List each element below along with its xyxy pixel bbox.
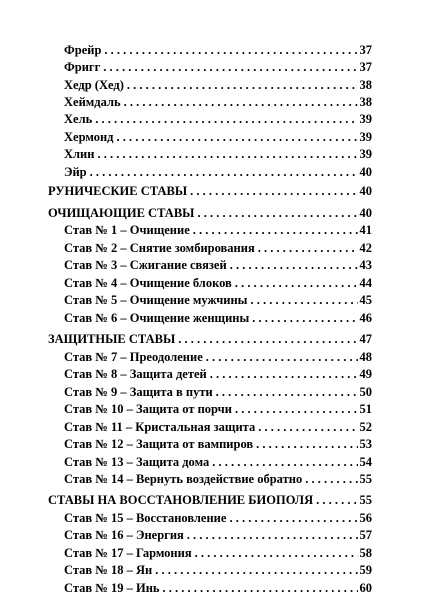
toc-entry-title: Хермонд (64, 130, 114, 144)
toc-page-number: 59 (359, 563, 372, 577)
dot-leader (256, 437, 357, 451)
toc-entry-title: Став № 5 – Очищение мужчины (64, 293, 248, 307)
toc-page-number: 53 (359, 437, 372, 451)
toc-page-number: 49 (359, 367, 372, 381)
dot-leader (316, 493, 357, 507)
toc-entry (0, 402, 372, 416)
toc-entry-title: Фрейр (64, 43, 102, 57)
toc-entry-title: Эйр (64, 165, 87, 179)
toc-page-number: 39 (359, 147, 372, 161)
toc-entry (0, 130, 372, 144)
toc-entry (0, 472, 372, 486)
dot-leader (216, 385, 358, 399)
toc-entry (0, 311, 372, 325)
toc-page-number: 37 (359, 43, 372, 57)
toc-entry-title: Став № 19 – Инь (64, 581, 160, 595)
toc-entry-title: Став № 6 – Очищение женщины (64, 311, 250, 325)
toc-entry-title: Став № 8 – Защита детей (64, 367, 207, 381)
dot-leader (127, 78, 358, 92)
toc-entry (0, 95, 372, 109)
toc-entry (0, 241, 372, 255)
toc-entry-title: Став № 14 – Вернуть воздействие обратно (64, 472, 303, 486)
toc-entry (0, 563, 372, 577)
toc-entry-title: Хеймдаль (64, 95, 121, 109)
toc-page-number: 40 (359, 206, 372, 220)
toc-entry-title: Фригг (64, 60, 101, 74)
toc-entry-title: Став № 12 – Защита от вампиров (64, 437, 254, 451)
toc-page-number: 55 (359, 472, 372, 486)
dot-leader (258, 420, 357, 434)
toc-entry (0, 546, 372, 560)
toc-entry (0, 293, 372, 307)
toc-entry-title: ОЧИЩАЮЩИЕ СТАВЫ (48, 206, 195, 220)
toc-page-number: 40 (359, 184, 372, 198)
toc-page-number: 42 (359, 241, 372, 255)
toc-page-number: 39 (359, 130, 372, 144)
toc-entry-title: СТАВЫ НА ВОССТАНОВЛЕНИЕ БИОПОЛЯ (48, 493, 314, 507)
toc-entry (0, 276, 372, 290)
toc-page-number: 54 (359, 455, 372, 469)
toc-entry (0, 455, 372, 469)
dot-leader (178, 332, 357, 346)
dot-leader (210, 367, 358, 381)
dot-leader (90, 165, 358, 179)
toc-entry (0, 385, 372, 399)
toc-entry (0, 60, 372, 74)
toc-page-number: 57 (359, 528, 372, 542)
toc-entry-title: Став № 3 – Сжигание связей (64, 258, 227, 272)
toc-page-number: 44 (359, 276, 372, 290)
toc-page-number: 45 (359, 293, 372, 307)
dot-leader (103, 60, 357, 74)
toc-entry-title: Став № 1 – Очищение (64, 223, 190, 237)
toc-section-heading (0, 493, 372, 507)
toc-section-heading (0, 332, 372, 346)
dot-leader (104, 43, 357, 57)
dot-leader (230, 258, 358, 272)
dot-leader (212, 455, 357, 469)
toc-entry (0, 511, 372, 525)
toc-page-number: 50 (359, 385, 372, 399)
toc-page-number: 48 (359, 350, 372, 364)
toc-section-heading (0, 206, 372, 220)
toc-entry-title: Став № 7 – Преодоление (64, 350, 203, 364)
toc-page-number: 51 (359, 402, 372, 416)
dot-leader (229, 511, 357, 525)
dot-leader (197, 206, 357, 220)
toc-entry-title: Став № 4 – Очищение блоков (64, 276, 232, 290)
toc-entry (0, 258, 372, 272)
toc-entry (0, 147, 372, 161)
dot-leader (235, 402, 358, 416)
toc-entry-title: Став № 17 – Гармония (64, 546, 192, 560)
toc-page-number: 56 (359, 511, 372, 525)
toc-page-number: 38 (359, 95, 372, 109)
toc-page-number: 46 (359, 311, 372, 325)
toc-entry (0, 420, 372, 434)
dot-leader (305, 472, 357, 486)
dot-leader (193, 223, 358, 237)
toc-entry (0, 78, 372, 92)
toc-page-number: 47 (359, 332, 372, 346)
toc-entry (0, 223, 372, 237)
dot-leader (95, 112, 357, 126)
toc-section-heading (0, 184, 372, 198)
dot-leader (116, 130, 357, 144)
dot-leader (258, 241, 358, 255)
toc-page-number: 55 (359, 493, 372, 507)
dot-leader (252, 311, 357, 325)
toc-entry-title: Став № 11 – Кристальная защита (64, 420, 256, 434)
dot-leader (187, 528, 358, 542)
dot-leader (190, 184, 357, 198)
toc-entry-title: Став № 16 – Энергия (64, 528, 184, 542)
toc-entry-title: ЗАЩИТНЫЕ СТАВЫ (48, 332, 176, 346)
toc-entry (0, 437, 372, 451)
toc-page-number: 58 (359, 546, 372, 560)
toc-entry-title: Став № 18 – Ян (64, 563, 153, 577)
dot-leader (250, 293, 357, 307)
toc-entry-title: Став № 10 – Защита от порчи (64, 402, 232, 416)
toc-entry (0, 581, 372, 595)
toc-entry (0, 350, 372, 364)
toc-page-number: 37 (359, 60, 372, 74)
toc-page-number: 52 (359, 420, 372, 434)
toc-entry-title: РУНИЧЕСКИЕ СТАВЫ (48, 184, 188, 198)
toc-page-number: 43 (359, 258, 372, 272)
toc-entry (0, 528, 372, 542)
dot-leader (124, 95, 358, 109)
dot-leader (163, 581, 358, 595)
toc-page-number: 39 (359, 112, 372, 126)
toc-entry-title: Хлин (64, 147, 95, 161)
toc-page-number: 40 (359, 165, 372, 179)
toc-entry-title: Став № 9 – Защита в пути (64, 385, 213, 399)
toc-entry (0, 367, 372, 381)
toc-page-number: 41 (359, 223, 372, 237)
toc-entry-title: Хель (64, 112, 93, 126)
dot-leader (235, 276, 358, 290)
toc-entry-title: Став № 15 – Восстановление (64, 511, 227, 525)
toc-entry-title: Хедр (Хед) (64, 78, 124, 92)
toc-page-number: 38 (359, 78, 372, 92)
dot-leader (206, 350, 358, 364)
toc-entry (0, 165, 372, 179)
toc-entry (0, 43, 372, 57)
toc-entry-title: Став № 13 – Защита дома (64, 455, 210, 469)
toc-entry (0, 112, 372, 126)
toc-page-number: 60 (359, 581, 372, 595)
dot-leader (195, 546, 358, 560)
dot-leader (97, 147, 357, 161)
dot-leader (155, 563, 357, 577)
toc-entry-title: Став № 2 – Снятие зомбирования (64, 241, 255, 255)
